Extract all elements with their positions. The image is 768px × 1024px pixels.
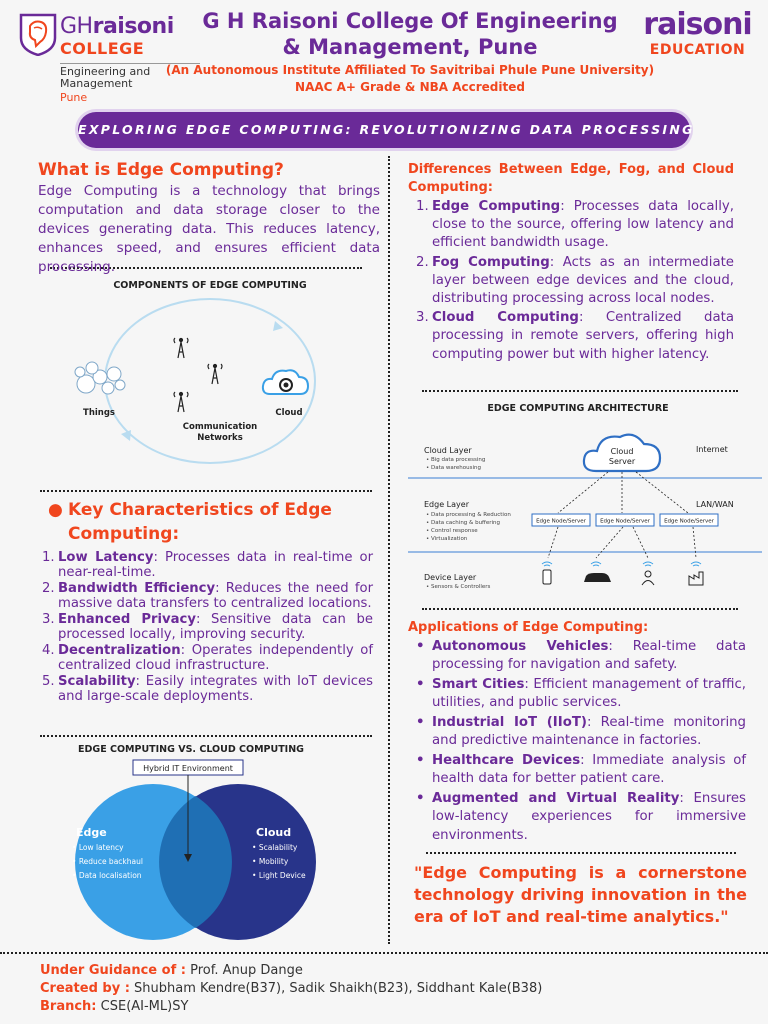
edge-item-3: • Data localisation [72, 871, 142, 880]
edge-title: Edge [76, 826, 107, 839]
things-icon [75, 362, 125, 394]
list-item: 4. Decentralization: Operates independently of centralized cloud infrastructure. [42, 643, 373, 673]
bullet-icon: • [416, 639, 425, 654]
list-item: • Smart Cities: Efficient management of traffic, utilities, and public services. [416, 677, 746, 711]
things-label: Things [83, 408, 115, 418]
edge-layer-bullet: • Data caching & buffering [426, 520, 500, 526]
section-divider [40, 490, 372, 492]
cloud-gear-icon [263, 370, 308, 394]
list-item: 3. Cloud Computing: Centralized data processing in remote servers, offering high computing power but with higher latency. [416, 310, 734, 362]
comm-networks-label-line1: Communication [182, 422, 258, 432]
key-characteristics-list [42, 550, 373, 705]
edge-layer-bullet: • Virtualization [426, 536, 468, 542]
section-divider [422, 608, 738, 610]
edge-item-2: • Reduce backhaul [72, 857, 143, 866]
applications-list [416, 638, 746, 846]
internet-label: Internet [696, 445, 728, 454]
venn-title: EDGE COMPUTING VS. CLOUD COMPUTING [78, 744, 304, 755]
architecture-title: EDGE COMPUTING ARCHITECTURE [487, 403, 669, 414]
applications-title: Applications of Edge Computing: [408, 620, 649, 635]
edge-layer-bullet: • Control response [426, 528, 478, 534]
page-title: G H Raisoni College Of Engineering & Management, Pune [202, 9, 618, 59]
closing-quote: "Edge Computing is a cornerstone technology driving innovation in the era of IoT and real-time analytics." [414, 863, 747, 926]
cloud-label: Cloud [275, 408, 303, 418]
footer-divider [0, 952, 768, 954]
lion-shield-icon [18, 12, 58, 56]
cloud-server-line1: Cloud [610, 447, 634, 456]
tower-icon [208, 364, 222, 384]
list-item: • Healthcare Devices: Immediate analysis of health data for better patient care. [416, 753, 747, 787]
list-item: • Industrial IoT (IIoT): Real-time monitoring and predictive maintenance in factories. [416, 715, 747, 749]
cloud-layer-bullet: • Data warehousing [426, 465, 481, 471]
device-layer-bullet: • Sensors & Controllers [426, 584, 491, 590]
components-diagram-title: COMPONENTS OF EDGE COMPUTING [113, 280, 307, 291]
list-item: • Autonomous Vehicles: Real-time data processing for navigation and safety. [416, 639, 746, 673]
credits-footer [40, 962, 542, 1016]
section-divider [40, 735, 372, 737]
cloud-layer-bullet: • Big data processing [426, 457, 486, 463]
logo-college-text: COLLEGE [60, 39, 145, 58]
bullet-icon: • [416, 677, 425, 692]
what-is-title: What is Edge Computing? [38, 160, 284, 180]
branch-line: Branch: CSE(AI-ML)SY [40, 999, 189, 1014]
lanwan-label: LAN/WAN [696, 500, 734, 509]
topic-banner: EXPLORING EDGE COMPUTING: REVOLUTIONIZING DATA PROCESSING [78, 112, 690, 148]
edge-item-1: • Low latency [72, 843, 124, 852]
edge-architecture-diagram [408, 396, 762, 596]
guidance-line: Under Guidance of : Prof. Anup Dange [40, 963, 303, 978]
bullet-icon: • [416, 791, 425, 806]
section-divider [426, 852, 736, 854]
cloud-item-1: • Scalability [252, 843, 298, 852]
device-layer-label: Device Layer [424, 573, 477, 582]
list-item: 1. Edge Computing: Processes data locally, close to the source, offering low latency and efficient bandwidth usage. [416, 199, 735, 251]
hybrid-label: Hybrid IT Environment [143, 764, 233, 773]
edge-layer-bullet: • Data processing & Reduction [426, 512, 511, 518]
bullet-icon: • [416, 715, 425, 730]
tower-icon [174, 392, 188, 412]
edge-vs-cloud-venn [58, 740, 328, 940]
differences-title: Differences Between Edge, Fog, and Cloud Computing: [408, 162, 734, 195]
comm-networks-label-line2: Networks [197, 433, 243, 443]
cloud-layer-label: Cloud Layer [424, 446, 472, 455]
edge-layer-label: Edge Layer [424, 500, 469, 509]
page-subtitle: (An Autonomous Institute Affiliated To Savitribai Phule Pune University) NAAC A+ Grade & NBA Accredited [165, 63, 655, 94]
bullet-icon: ● [48, 500, 63, 520]
logo-city: Pune [60, 91, 88, 104]
logo-subtitle: Engineering and Management [60, 65, 151, 90]
created-by-line: Created by : Shubham Kendre(B37), Sadik Shaikh(B23), Siddhant Kale(B38) [40, 981, 543, 996]
components-diagram [70, 276, 350, 471]
phone-icon [543, 570, 551, 584]
list-item: 2. Fog Computing: Acts as an intermediate layer between edge devices and the cloud, distributing processing across local nodes. [416, 254, 734, 307]
what-is-body: Edge Computing is a technology that brings computation and data storage closer to the devices generating data. This reduces latency, enhances speed, and ensures efficient data processing. [38, 183, 380, 275]
logo-brand-text: GHraisoni [60, 14, 174, 39]
list-item: 2. Bandwidth Efficiency: Reduces the need for massive data transfers to centralized locations. [42, 581, 373, 611]
cycle-arrow-icon [273, 321, 283, 331]
college-logo [18, 12, 183, 104]
cloud-title: Cloud [256, 826, 292, 839]
cloud-item-3: • Light Device [252, 871, 306, 880]
tower-icon [174, 338, 188, 358]
list-item: 1. Low Latency: Processes data in real-time or near-real-time. [42, 550, 374, 580]
cloud-item-2: • Mobility [252, 857, 289, 866]
list-item: 3. Enhanced Privacy: Sensitive data can be processed locally, improving security. [42, 612, 374, 642]
raisoni-education-logo: raisoni EDUCATION [643, 7, 752, 58]
bullet-icon: • [416, 753, 425, 768]
cloud-server-line2: Server [608, 457, 636, 466]
edge-node-label: Edge Node/Server [600, 518, 650, 525]
edge-node-label: Edge Node/Server [664, 518, 714, 525]
section-divider [422, 390, 738, 392]
column-divider [388, 156, 390, 944]
differences-list [416, 198, 734, 365]
edge-node-label: Edge Node/Server [536, 518, 586, 525]
list-item: • Augmented and Virtual Reality: Ensures low-latency experiences for immersive environments. [416, 791, 746, 843]
list-item: 5. Scalability: Easily integrates with IoT devices and large-scale deployments. [42, 674, 373, 704]
